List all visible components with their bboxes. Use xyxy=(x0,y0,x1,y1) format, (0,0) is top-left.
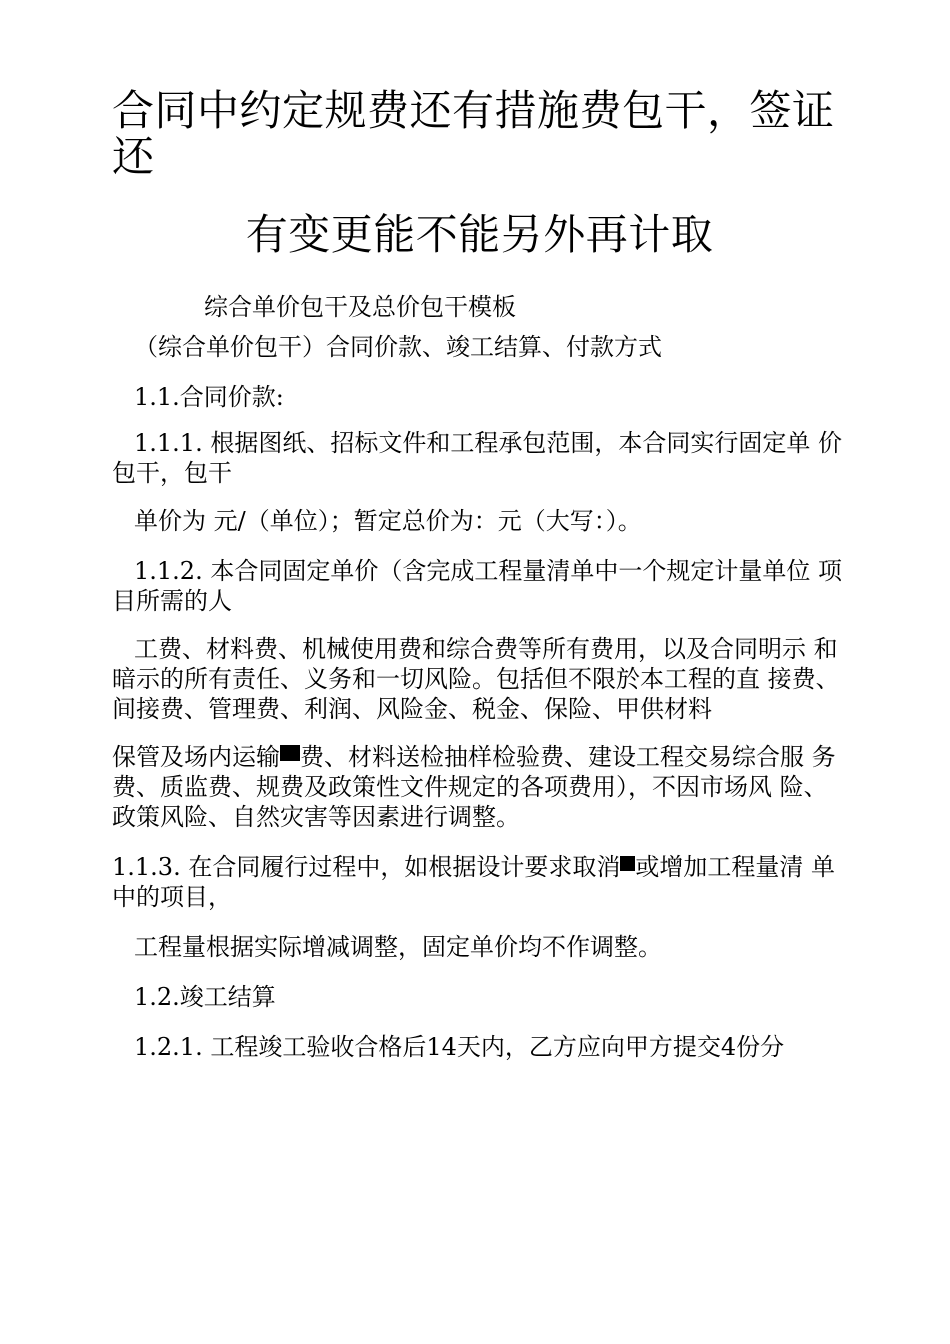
document-page xyxy=(112,88,847,1062)
clause-1-1-1: 1.1.1. 根据图纸、招标文件和工程承包范围，本合同实行固定单 价包干，包干 xyxy=(112,429,842,487)
clause-text: 或增加工程量清 单中的项目， xyxy=(112,853,835,911)
clause-1-1-2-cont2 xyxy=(112,742,847,832)
clause-1-2-1: 1.2.1. 工程竣工验收合格后14天内，乙方应向甲方提交4份分 xyxy=(134,1033,785,1061)
scan-artifact-mark xyxy=(280,745,300,761)
clause-text: 费、材料送检抽样检验费、建设工程交易综合服 务费、质监费、规费及政策性文件规定的各项费用），不因市场风 险、政策风险、自然灾害等因素进行调整。 xyxy=(112,743,836,831)
clause-1-1-1-cont: 单价为 元/（单位）；暂定总价为：元（大写：）。 xyxy=(134,507,642,535)
clause-1-1-3-cont: 工程量根据实际增减调整，固定单价均不作调整。 xyxy=(134,933,662,961)
clause-text: 保管及场内运输 xyxy=(112,743,280,771)
clause-1-1-3 xyxy=(112,852,847,912)
clause-1-1-2-cont: 工费、材料费、机械使用费和综合费等所有费用，以及合同明示 和暗示的所有责任、义务和一切风险。包括但不限於本工程的直 接费、间接费、管理费、利润、风险金、税金、保险、甲供材料 xyxy=(112,635,840,723)
clause-1-2-heading: 1.2.竣工结算 xyxy=(134,983,276,1011)
template-subtitle: 综合单价包干及总价包干模板 xyxy=(204,293,516,321)
scan-artifact-mark xyxy=(620,856,635,871)
document-title-line2: 有变更能不能另外再计取 xyxy=(245,210,714,259)
clause-1-1-2: 1.1.2. 本合同固定单价（含完成工程量清单中一个规定计量单位 项目所需的人 xyxy=(112,557,842,615)
clause-1-1-heading: 1.1.合同价款: xyxy=(134,383,284,411)
clause-text: 1.1.3. 在合同履行过程中，如根据设计要求取消 xyxy=(112,853,621,881)
section-subtitle: （综合单价包干）合同价款、竣工结算、付款方式 xyxy=(134,333,662,361)
document-title-line1: 合同中约定规费还有措施费包干，签证还 xyxy=(112,86,835,181)
